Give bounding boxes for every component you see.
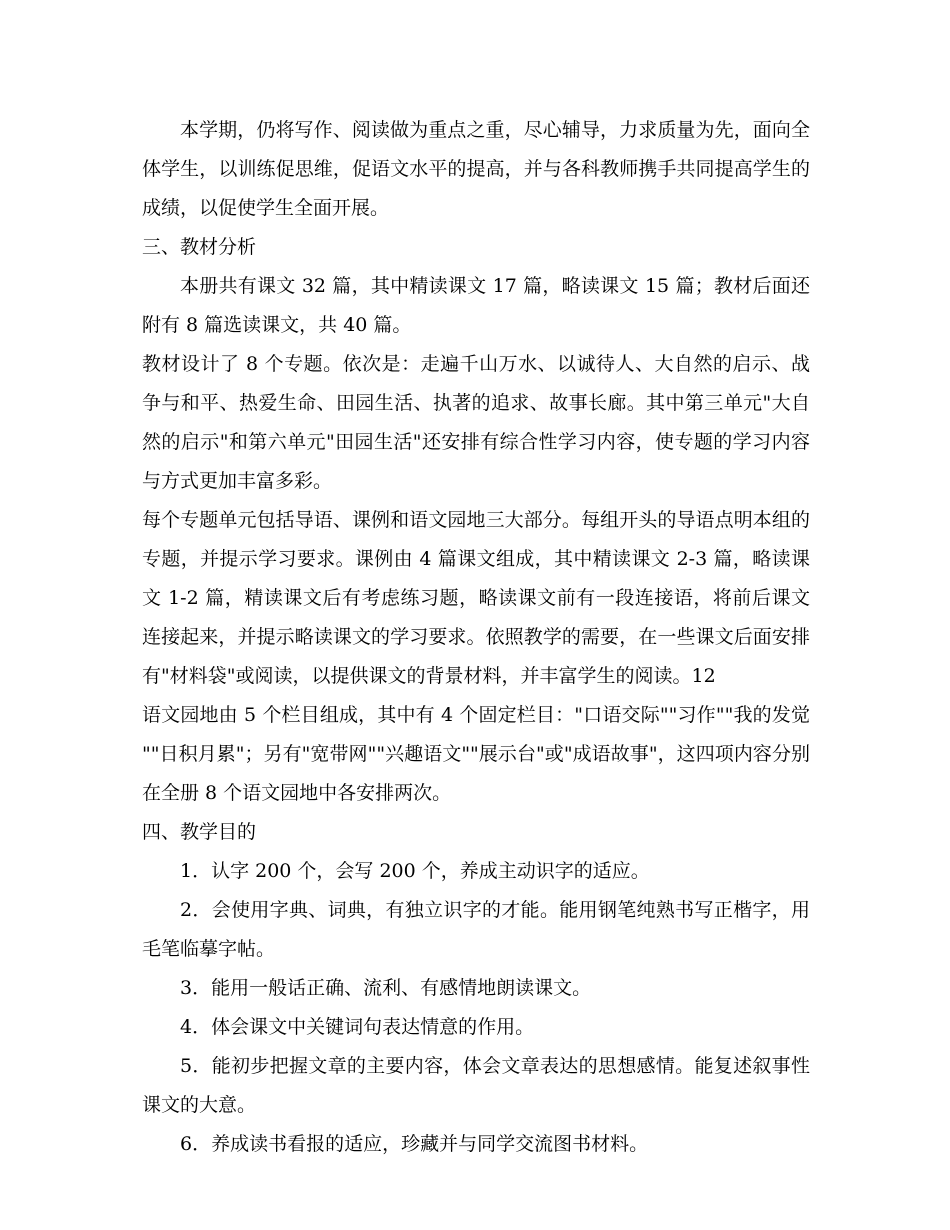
goal-item-5: 5．能初步把握文章的主要内容，体会文章表达的思想感情。能复述叙事性课文的大意。 xyxy=(142,1055,810,1116)
language-garden-paragraph: 语文园地由 5 个栏目组成，其中有 4 个固定栏目："口语交际""习作""我的发觉""日积月累"；另有"宽带网""兴趣语文""展示台"或"成语故事"，这四项内容分别在全册 8 个语文园地中各安排两次。 xyxy=(142,704,810,804)
goal-item-1: 1．认字 200 个，会写 200 个，养成主动识字的适应。 xyxy=(180,860,650,882)
topics-paragraph: 教材设计了 8 个专题。依次是：走遍千山万水、以诚待人、大自然的启示、战争与和平、热爱生命、田园生活、执著的追求、故事长廊。其中第三单元"大自然的启示"和第六单元"田园生活"还安排有综合性学习内容，使专题的学习内容与方式更加丰富多彩。 xyxy=(142,353,810,492)
unit-structure-paragraph: 每个专题单元包括导语、课例和语文园地三大部分。每组开头的导语点明本组的专题，并提示学习要求。课例由 4 篇课文组成，其中精读课文 2-3 篇，略读课文 1-2 篇，精读课文后有考虑练习题，略读课文前有一段连接语，将前后课文连接起来，并提示略读课文的学习要求。依照教学的需要，在一些课文后面安排有"材料袋"或阅读，以提供课文的背景材料，并丰富学生的阅读。12 xyxy=(142,509,810,687)
section-heading-textbook-analysis: 三、教材分析 xyxy=(142,236,257,258)
textbook-count-paragraph: 本册共有课文 32 篇，其中精读课文 17 篇，略读课文 15 篇；教材后面还附有 8 篇选读课文，共 40 篇。 xyxy=(142,275,810,336)
goal-item-6: 6．养成读书看报的适应，珍藏并与同学交流图书材料。 xyxy=(180,1133,649,1155)
section-heading-teaching-goals: 四、教学目的 xyxy=(142,821,257,843)
goal-item-4: 4．体会课文中关键词句表达情意的作用。 xyxy=(180,1016,535,1038)
document-page xyxy=(142,111,810,1164)
intro-paragraph: 本学期，仍将写作、阅读做为重点之重，尽心辅导，力求质量为先，面向全体学生，以训练促思维，促语文水平的提高，并与各科教师携手共同提高学生的成绩，以促使学生全面开展。 xyxy=(142,119,810,219)
goal-item-2: 2．会使用字典、词典，有独立识字的才能。能用钢笔纯熟书写正楷字，用毛笔临摹字帖。 xyxy=(142,899,810,960)
goal-item-3: 3．能用一般话正确、流利、有感情地朗读课文。 xyxy=(180,977,592,999)
